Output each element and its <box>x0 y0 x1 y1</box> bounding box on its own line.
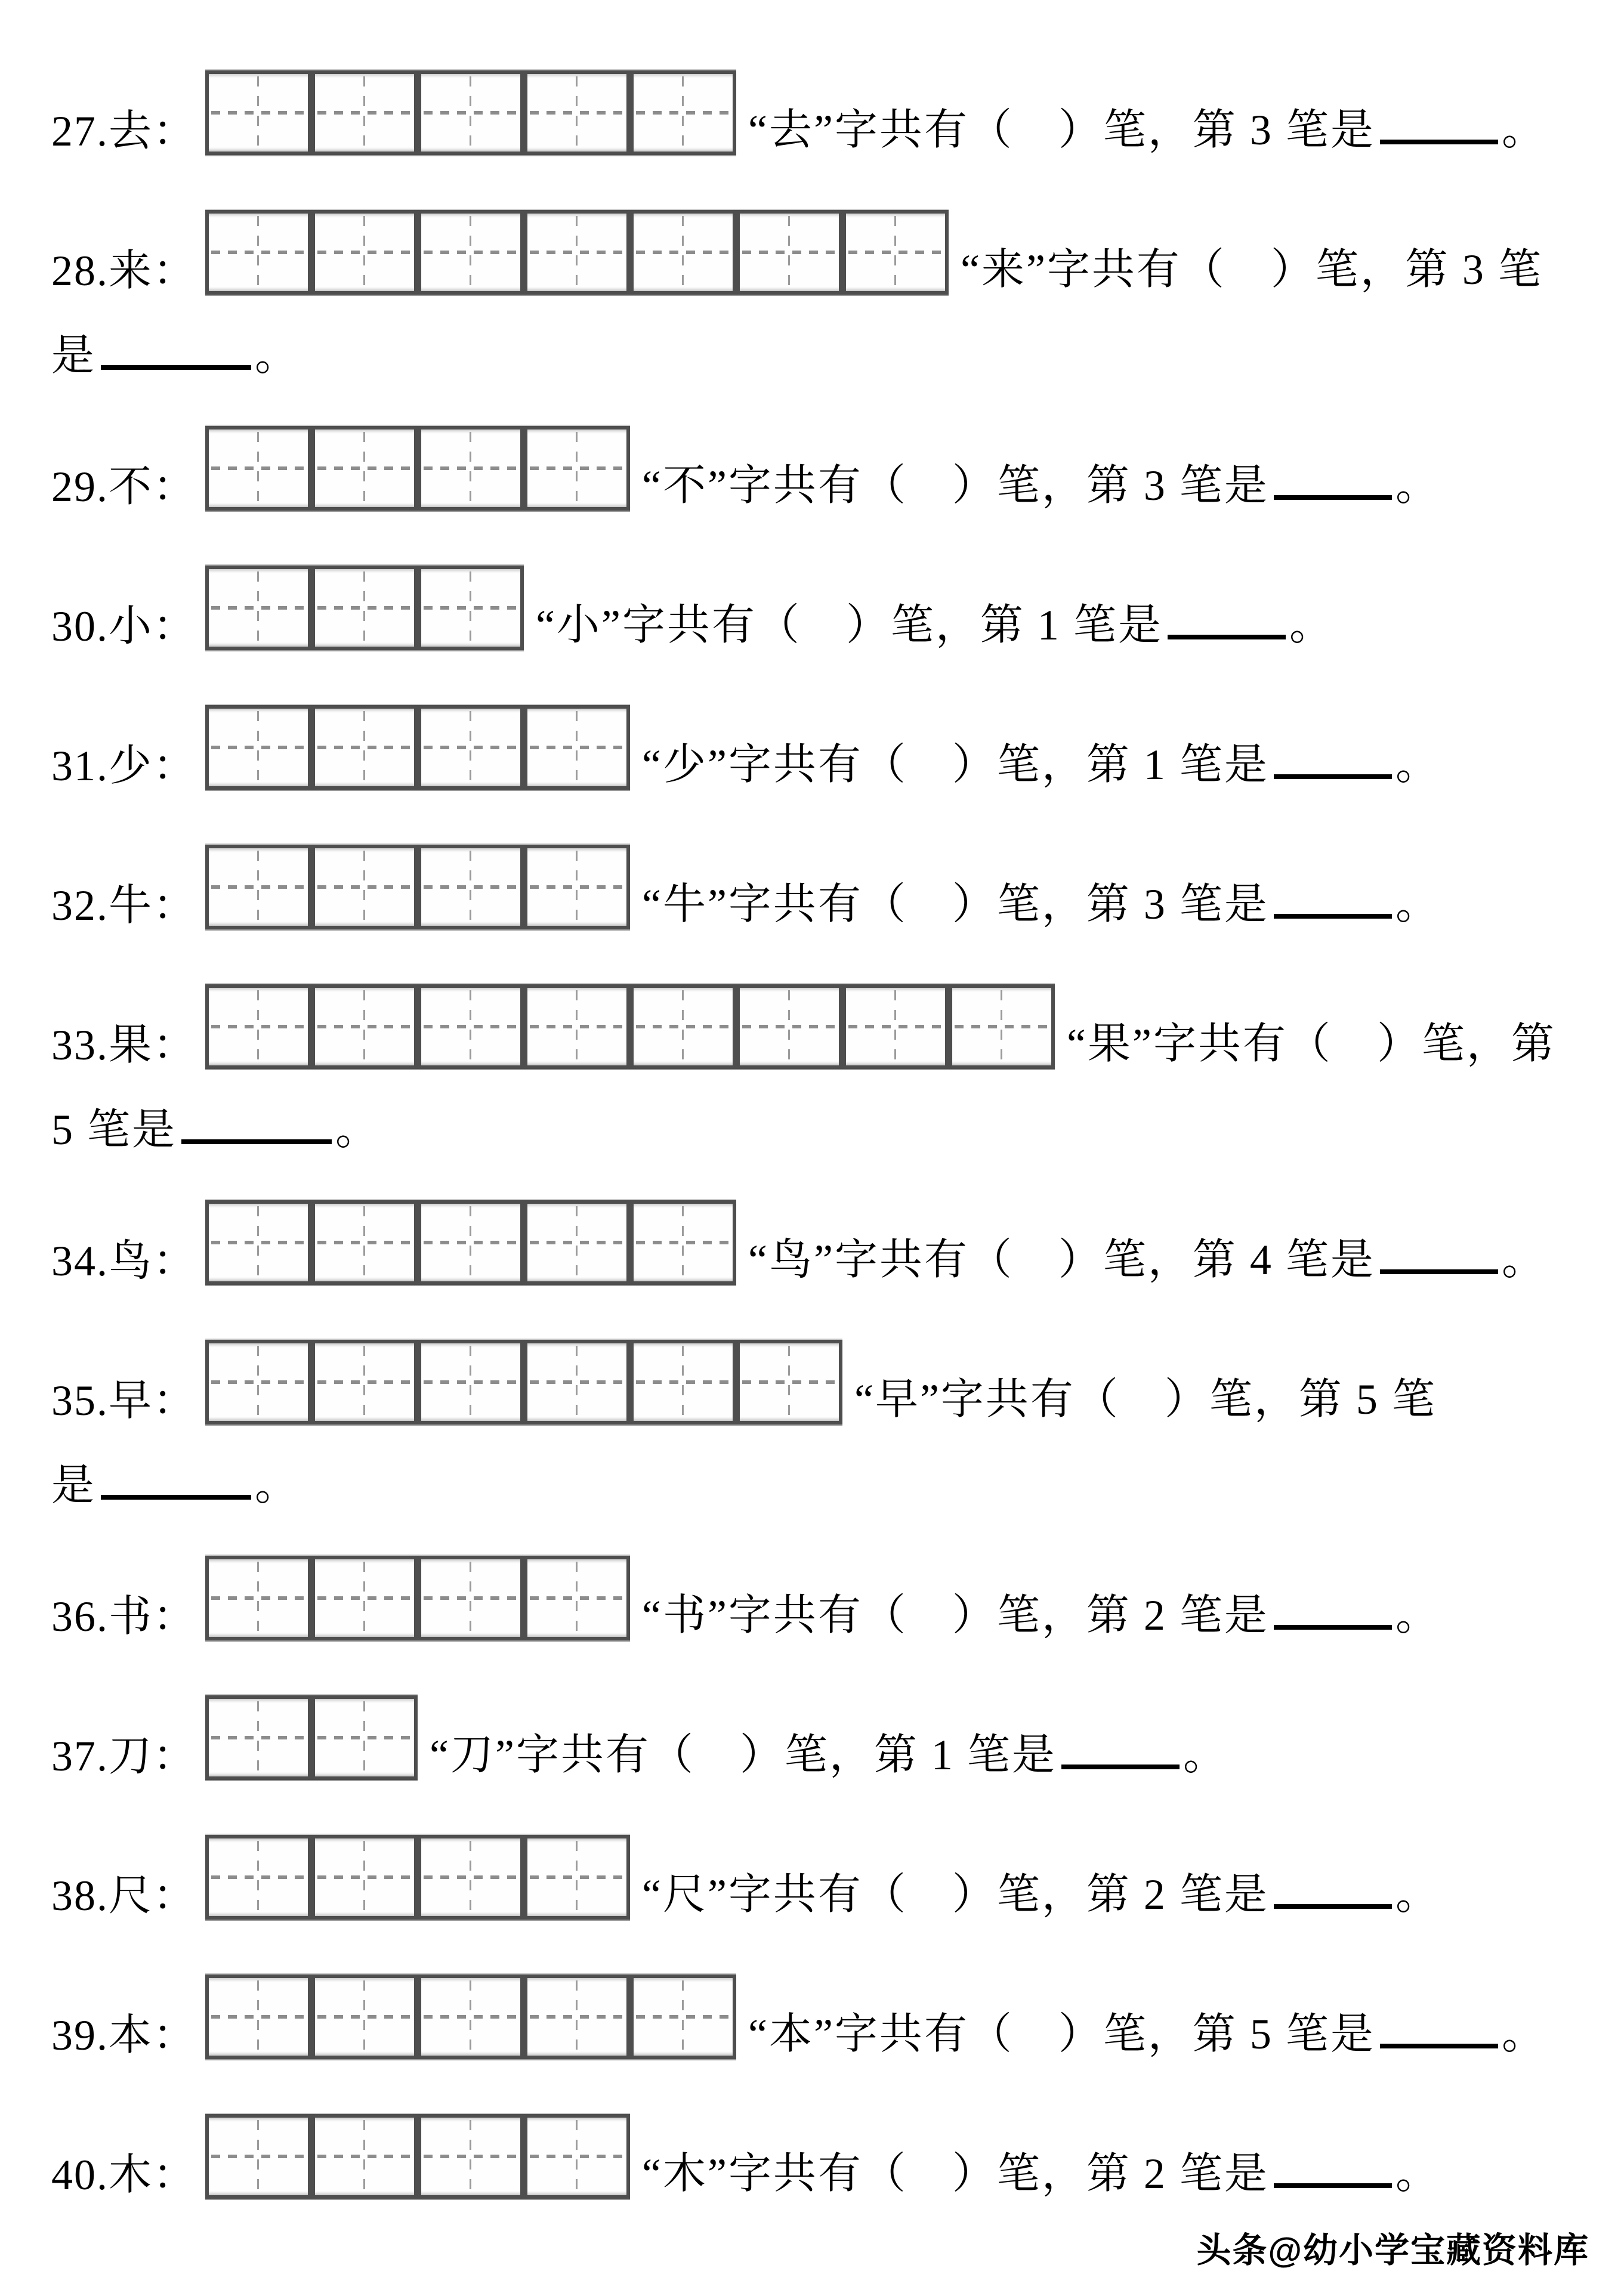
horizontal-dashed-guide <box>211 111 305 115</box>
question-row <box>51 1835 1624 1926</box>
question-block <box>51 565 1624 656</box>
answer-blank-line <box>1274 492 1392 500</box>
horizontal-dashed-guide <box>211 746 305 749</box>
question-block <box>51 845 1624 935</box>
writing-grid-strip <box>205 1835 630 1920</box>
tianzige-box <box>524 1340 630 1424</box>
question-row <box>51 210 1624 301</box>
horizontal-dashed-guide <box>530 1875 624 1879</box>
question-label: 27.去： <box>51 107 197 155</box>
tianzige-box <box>311 984 418 1069</box>
horizontal-dashed-guide <box>317 1241 412 1244</box>
horizontal-dashed-guide <box>424 606 518 610</box>
tianzige-box <box>949 984 1055 1069</box>
tianzige-box <box>630 1200 736 1285</box>
question-block <box>51 1835 1624 1926</box>
question-text <box>1067 1022 1556 1075</box>
horizontal-dashed-guide <box>636 1380 730 1384</box>
horizontal-dashed-guide <box>636 111 730 115</box>
tianzige-box <box>205 1200 311 1285</box>
horizontal-dashed-guide <box>317 1596 412 1600</box>
tianzige-box <box>524 1974 630 2059</box>
question-wrap-row <box>51 1461 1624 1509</box>
writing-grid-strip <box>205 426 630 511</box>
horizontal-dashed-guide <box>742 1380 836 1384</box>
tianzige-box <box>311 1835 418 1920</box>
answer-blank-line <box>1274 910 1392 919</box>
period: 。 <box>335 1106 381 1154</box>
tianzige-box <box>205 70 311 155</box>
horizontal-dashed-guide <box>317 2155 412 2158</box>
question-label: 35.早： <box>51 1377 197 1424</box>
horizontal-dashed-guide <box>530 746 624 749</box>
period: 。 <box>1501 1236 1546 1284</box>
period: 。 <box>1501 2010 1546 2058</box>
horizontal-dashed-guide <box>424 1596 518 1600</box>
tianzige-box <box>205 1695 311 1780</box>
question-text-segment: “去”字共有（ ）笔，第 3 笔是 <box>748 106 1375 154</box>
tianzige-box <box>311 1695 418 1780</box>
answer-blank-group <box>1269 1592 1440 1639</box>
horizontal-dashed-guide <box>211 466 305 470</box>
tianzige-box <box>630 210 736 295</box>
question-text-segment: “本”字共有（ ）笔，第 5 笔是 <box>748 2010 1375 2058</box>
answer-blank-line <box>1274 1621 1392 1630</box>
question-text <box>536 601 1334 656</box>
question-row <box>51 845 1624 935</box>
tianzige-box <box>418 426 524 511</box>
horizontal-dashed-guide <box>211 1875 305 1879</box>
horizontal-dashed-guide <box>424 746 518 749</box>
writing-grid-strip <box>205 1556 630 1640</box>
answer-blank-line <box>1274 1901 1392 1909</box>
horizontal-dashed-guide <box>317 1380 412 1384</box>
question-block <box>51 70 1624 161</box>
tianzige-box <box>630 70 736 155</box>
horizontal-dashed-guide <box>424 111 518 115</box>
tianzige-box <box>418 705 524 790</box>
horizontal-dashed-guide <box>317 2015 412 2019</box>
horizontal-dashed-guide <box>636 2015 730 2019</box>
tianzige-box <box>736 984 842 1069</box>
tianzige-box <box>311 705 418 790</box>
question-row <box>51 984 1624 1075</box>
horizontal-dashed-guide <box>424 2015 518 2019</box>
answer-blank-line <box>1380 2040 1498 2048</box>
tianzige-box <box>418 845 524 929</box>
tianzige-box <box>418 210 524 295</box>
tianzige-box <box>524 1556 630 1640</box>
writing-grid-strip <box>205 984 1055 1069</box>
horizontal-dashed-guide <box>955 1025 1049 1028</box>
writing-grid-strip <box>205 1974 736 2059</box>
horizontal-dashed-guide <box>530 885 624 889</box>
writing-grid-strip <box>205 845 630 929</box>
horizontal-dashed-guide <box>530 1596 624 1600</box>
question-text-segment: “早”字共有（ ）笔，第 5 笔 <box>854 1376 1437 1423</box>
horizontal-dashed-guide <box>317 1025 412 1028</box>
tianzige-box <box>311 1556 418 1640</box>
tianzige-box <box>524 984 630 1069</box>
question-label: 33.果： <box>51 1021 197 1069</box>
question-row <box>51 1340 1624 1430</box>
horizontal-dashed-guide <box>636 1241 730 1244</box>
question-block <box>51 1200 1624 1291</box>
tianzige-box <box>205 565 311 650</box>
horizontal-dashed-guide <box>317 466 412 470</box>
question-row <box>51 1200 1624 1291</box>
question-label: 39.本： <box>51 2011 197 2059</box>
tianzige-box <box>736 210 842 295</box>
horizontal-dashed-guide <box>211 1241 305 1244</box>
horizontal-dashed-guide <box>530 1025 624 1028</box>
horizontal-dashed-guide <box>424 1380 518 1384</box>
tianzige-box <box>524 2114 630 2199</box>
horizontal-dashed-guide <box>211 1025 305 1028</box>
question-label: 38.尺： <box>51 1872 197 1920</box>
tianzige-box <box>524 1835 630 1920</box>
tianzige-box <box>311 210 418 295</box>
horizontal-dashed-guide <box>211 251 305 254</box>
tianzige-box <box>524 426 630 511</box>
question-block <box>51 1340 1624 1507</box>
period: 。 <box>1395 741 1440 789</box>
question-text-segment: “书”字共有（ ）笔，第 2 笔是 <box>642 1592 1269 1639</box>
tianzige-box <box>311 2114 418 2199</box>
tianzige-box <box>205 1974 311 2059</box>
question-row <box>51 2114 1624 2205</box>
horizontal-dashed-guide <box>317 1875 412 1879</box>
question-text <box>642 1873 1440 1926</box>
answer-blank-line <box>101 361 251 370</box>
question-text <box>642 1594 1440 1646</box>
tianzige-box <box>205 210 311 295</box>
tianzige-box <box>205 2114 311 2199</box>
question-row <box>51 426 1624 517</box>
watermark: 头条@幼小学宝藏资料库 <box>1196 2231 1589 2270</box>
writing-grid-strip <box>205 1695 418 1780</box>
answer-blank-group <box>1269 2150 1440 2198</box>
answer-blank-group <box>1375 106 1546 154</box>
tianzige-box <box>205 1340 311 1424</box>
question-label: 30.小： <box>51 602 197 650</box>
horizontal-dashed-guide <box>317 606 412 610</box>
tianzige-box <box>524 845 630 929</box>
horizontal-dashed-guide <box>211 2015 305 2019</box>
question-label: 36.书： <box>51 1593 197 1640</box>
writing-grid-strip <box>205 705 630 790</box>
tianzige-box <box>205 1835 311 1920</box>
tianzige-box <box>418 984 524 1069</box>
period: 。 <box>1395 1871 1440 1918</box>
question-wrap-row <box>51 334 1624 377</box>
question-label: 34.鸟： <box>51 1237 197 1285</box>
tianzige-box <box>418 1340 524 1424</box>
horizontal-dashed-guide <box>424 251 518 254</box>
question-text <box>961 248 1543 301</box>
tianzige-box <box>311 1340 418 1424</box>
tianzige-box <box>205 984 311 1069</box>
tianzige-box <box>418 1835 524 1920</box>
question-label: 32.牛： <box>51 882 197 929</box>
horizontal-dashed-guide <box>211 2155 305 2158</box>
horizontal-dashed-guide <box>742 1025 836 1028</box>
horizontal-dashed-guide <box>530 466 624 470</box>
tianzige-box <box>311 1974 418 2059</box>
answer-blank-line <box>1061 1761 1180 1769</box>
horizontal-dashed-guide <box>424 1241 518 1244</box>
question-text <box>642 464 1440 517</box>
answer-blank-group <box>1163 601 1334 649</box>
question-row <box>51 1974 1624 2065</box>
question-block <box>51 984 1624 1154</box>
answer-blank-group <box>1269 462 1440 509</box>
question-label: 37.刀： <box>51 1732 197 1780</box>
tianzige-box <box>842 984 949 1069</box>
question-block <box>51 426 1624 517</box>
question-text-segment: “小”字共有（ ）笔，第 1 笔是 <box>536 601 1163 649</box>
horizontal-dashed-guide <box>530 1380 624 1384</box>
answer-blank-group <box>1375 2010 1546 2058</box>
horizontal-dashed-guide <box>317 1736 412 1739</box>
horizontal-dashed-guide <box>530 251 624 254</box>
question-text-segment: 5 笔是 <box>51 1106 177 1154</box>
tianzige-box <box>418 70 524 155</box>
question-text-segment: “不”字共有（ ）笔，第 3 笔是 <box>642 462 1269 509</box>
writing-grid-strip <box>205 2114 630 2199</box>
answer-blank-group <box>1269 880 1440 928</box>
tianzige-box <box>418 1974 524 2059</box>
question-block <box>51 1556 1624 1646</box>
question-text <box>642 743 1440 796</box>
question-wrap-row <box>51 1106 1624 1154</box>
question-row <box>51 705 1624 796</box>
answer-blank-group <box>1269 1871 1440 1918</box>
question-label: 31.少： <box>51 742 197 790</box>
question-block <box>51 1974 1624 2065</box>
question-text-segment: “来”字共有（ ）笔，第 3 笔 <box>961 246 1543 293</box>
writing-grid-strip <box>205 70 736 155</box>
question-text-segment: “刀”字共有（ ）笔，第 1 笔是 <box>430 1731 1057 1779</box>
tianzige-box <box>524 705 630 790</box>
horizontal-dashed-guide <box>211 885 305 889</box>
horizontal-dashed-guide <box>848 251 943 254</box>
writing-grid-strip <box>205 1340 842 1424</box>
question-label: 28.来： <box>51 247 197 295</box>
tianzige-box <box>311 70 418 155</box>
tianzige-box <box>418 2114 524 2199</box>
question-text-segment: “木”字共有（ ）笔，第 2 笔是 <box>642 2150 1269 2198</box>
horizontal-dashed-guide <box>211 1736 305 1739</box>
answer-blank-line <box>1274 2180 1392 2188</box>
tianzige-box <box>524 70 630 155</box>
tianzige-box <box>418 1556 524 1640</box>
period: 。 <box>1395 2150 1440 2198</box>
tianzige-box <box>418 1200 524 1285</box>
question-text-segment: “果”字共有（ ）笔，第 <box>1067 1020 1556 1068</box>
question-text <box>854 1378 1437 1430</box>
horizontal-dashed-guide <box>424 885 518 889</box>
horizontal-dashed-guide <box>424 1875 518 1879</box>
horizontal-dashed-guide <box>742 251 836 254</box>
tianzige-box <box>630 1340 736 1424</box>
tianzige-box <box>418 565 524 650</box>
horizontal-dashed-guide <box>211 1596 305 1600</box>
question-block <box>51 210 1624 377</box>
horizontal-dashed-guide <box>317 746 412 749</box>
tianzige-box <box>524 1200 630 1285</box>
tianzige-box <box>205 426 311 511</box>
period: 。 <box>1183 1731 1228 1779</box>
tianzige-box <box>311 426 418 511</box>
answer-blank-line <box>181 1136 332 1144</box>
question-text-segment: “牛”字共有（ ）笔，第 3 笔是 <box>642 880 1269 928</box>
question-text-segment: “鸟”字共有（ ）笔，第 4 笔是 <box>748 1236 1375 1284</box>
period: 。 <box>255 332 300 379</box>
question-row <box>51 565 1624 656</box>
horizontal-dashed-guide <box>424 466 518 470</box>
question-text-segment: 是 <box>51 1461 97 1509</box>
horizontal-dashed-guide <box>530 1241 624 1244</box>
horizontal-dashed-guide <box>530 111 624 115</box>
writing-grid-strip <box>205 565 524 650</box>
question-block <box>51 705 1624 796</box>
horizontal-dashed-guide <box>424 2155 518 2158</box>
horizontal-dashed-guide <box>317 111 412 115</box>
writing-grid-strip <box>205 1200 736 1285</box>
question-text <box>642 2152 1440 2205</box>
horizontal-dashed-guide <box>317 251 412 254</box>
answer-blank-line <box>1274 771 1392 779</box>
horizontal-dashed-guide <box>848 1025 943 1028</box>
horizontal-dashed-guide <box>211 606 305 610</box>
tianzige-box <box>205 705 311 790</box>
tianzige-box <box>205 845 311 929</box>
answer-blank-group <box>1375 1236 1546 1284</box>
horizontal-dashed-guide <box>530 2155 624 2158</box>
question-row <box>51 1695 1624 1786</box>
answer-blank-line <box>1380 136 1498 144</box>
answer-blank-group <box>1057 1731 1228 1779</box>
answer-blank-group <box>1269 741 1440 789</box>
tianzige-box <box>842 210 949 295</box>
question-block <box>51 2114 1624 2205</box>
tianzige-box <box>311 845 418 929</box>
tianzige-box <box>205 1556 311 1640</box>
horizontal-dashed-guide <box>530 2015 624 2019</box>
period: 。 <box>1289 601 1334 649</box>
tianzige-box <box>630 1974 736 2059</box>
question-text <box>642 880 1440 935</box>
tianzige-box <box>311 565 418 650</box>
answer-blank-line <box>1168 631 1286 639</box>
question-row <box>51 70 1624 161</box>
question-text <box>430 1733 1228 1786</box>
period: 。 <box>255 1461 300 1509</box>
question-label: 29.不： <box>51 463 197 511</box>
question-row <box>51 1556 1624 1646</box>
tianzige-box <box>736 1340 842 1424</box>
question-text-segment: “尺”字共有（ ）笔，第 2 笔是 <box>642 1871 1269 1918</box>
horizontal-dashed-guide <box>211 1380 305 1384</box>
period: 。 <box>1395 462 1440 509</box>
question-label: 40.木： <box>51 2151 197 2199</box>
horizontal-dashed-guide <box>636 1025 730 1028</box>
question-text-segment: “少”字共有（ ）笔，第 1 笔是 <box>642 741 1269 789</box>
tianzige-box <box>311 1200 418 1285</box>
horizontal-dashed-guide <box>636 251 730 254</box>
period: 。 <box>1395 880 1440 928</box>
question-text <box>748 2010 1546 2065</box>
answer-blank-line <box>1380 1266 1498 1274</box>
horizontal-dashed-guide <box>317 885 412 889</box>
period: 。 <box>1501 106 1546 154</box>
tianzige-box <box>524 210 630 295</box>
answer-blank-line <box>101 1491 251 1500</box>
tianzige-box <box>630 984 736 1069</box>
horizontal-dashed-guide <box>424 1025 518 1028</box>
writing-grid-strip <box>205 210 949 295</box>
question-text <box>748 106 1546 161</box>
period: 。 <box>1395 1592 1440 1639</box>
question-text-segment: 是 <box>51 332 97 379</box>
question-block <box>51 1695 1624 1786</box>
question-text <box>748 1238 1546 1291</box>
